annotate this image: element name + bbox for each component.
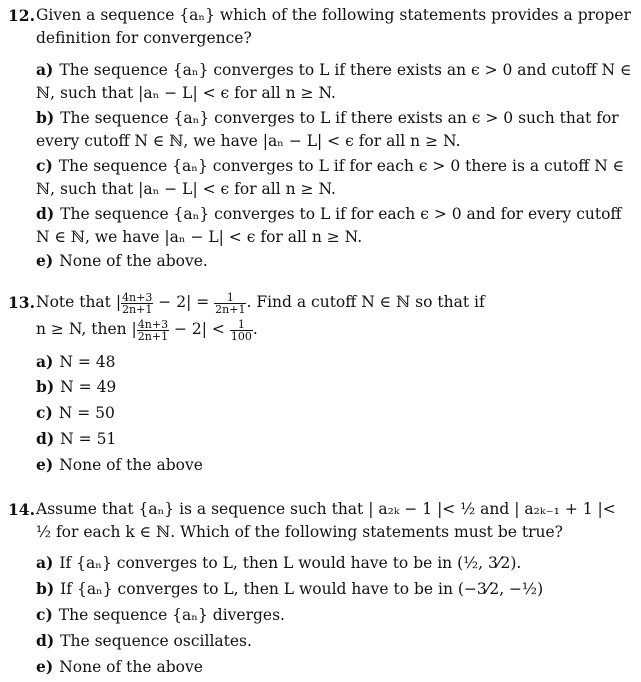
option-text: N = 51 bbox=[60, 430, 117, 448]
option-text: The sequence {aₙ} diverges. bbox=[58, 606, 285, 624]
option-e bbox=[36, 249, 633, 273]
fraction-numerator: 4n+3 bbox=[122, 290, 153, 304]
option-letter: e) bbox=[36, 251, 54, 270]
fraction bbox=[137, 319, 169, 342]
fraction-denominator: 2n+1 bbox=[122, 302, 153, 316]
stem-text: . bbox=[252, 320, 258, 338]
option-a bbox=[36, 551, 633, 575]
fraction-denominator: 2n+1 bbox=[137, 329, 169, 343]
option-b bbox=[36, 106, 633, 153]
option-letter: c) bbox=[36, 403, 53, 422]
option-text: None of the above. bbox=[59, 252, 208, 270]
option-letter: d) bbox=[36, 429, 55, 448]
fraction-numerator: 4n+3 bbox=[137, 317, 169, 331]
option-d bbox=[36, 427, 633, 451]
option-letter: a) bbox=[36, 553, 54, 572]
stem-text: . Find a cutoff N ∈ ℕ so that if bbox=[246, 293, 485, 311]
option-a bbox=[36, 350, 633, 374]
option-letter: c) bbox=[36, 605, 53, 624]
option-text: The sequence {aₙ} converges to L if there exists an ϵ > 0 such that for every cutoff N ∈ ℕ, we have |aₙ − L| < ϵ for all n ≥ N. bbox=[36, 109, 619, 150]
option-c bbox=[36, 401, 633, 425]
option-d bbox=[36, 629, 633, 653]
question-number: 14. bbox=[8, 500, 35, 519]
fraction bbox=[214, 292, 246, 315]
option-letter: d) bbox=[36, 204, 55, 223]
option-text: None of the above bbox=[59, 456, 203, 474]
question-number: 12. bbox=[8, 6, 35, 25]
option-text: If {aₙ} converges to L, then L would have to be in (½, 3⁄2). bbox=[59, 554, 522, 572]
option-letter: b) bbox=[36, 377, 55, 396]
option-d bbox=[36, 202, 633, 249]
option-text: The sequence {aₙ} converges to L if for each ϵ > 0 there is a cutoff N ∈ ℕ, such that |aₙ − L| < ϵ for all n ≥ N. bbox=[36, 157, 625, 198]
question-number: 13. bbox=[8, 293, 35, 312]
fraction-numerator: 1 bbox=[214, 292, 246, 304]
fraction-numerator: 1 bbox=[230, 319, 253, 331]
fraction bbox=[121, 292, 153, 315]
stem-text: − 2| < bbox=[169, 320, 230, 338]
option-text: The sequence {aₙ} converges to L if for each ϵ > 0 and for every cutoff N ∈ ℕ, we have |aₙ − L| < ϵ for all n ≥ N. bbox=[36, 205, 622, 246]
option-text: N = 50 bbox=[58, 404, 115, 422]
option-text: N = 48 bbox=[59, 353, 116, 371]
stem-text: n ≥ N, then | bbox=[36, 320, 137, 338]
option-letter: c) bbox=[36, 156, 53, 175]
option-b bbox=[36, 577, 633, 601]
option-text: None of the above bbox=[59, 658, 203, 676]
question-stem: Assume that {aₙ} is a sequence such that | a₂ₖ − 1 |< ½ and | a₂ₖ₋₁ + 1 |< ½ for each k ∈ ℕ. Which of the following statements must be true? bbox=[36, 500, 616, 541]
option-text: If {aₙ} converges to L, then L would have to be in (−3⁄2, −½) bbox=[60, 580, 544, 598]
option-letter: e) bbox=[36, 657, 54, 676]
option-e bbox=[36, 453, 633, 477]
fraction-denominator: 2n+1 bbox=[215, 302, 246, 316]
option-a bbox=[36, 58, 633, 105]
option-e bbox=[36, 655, 633, 679]
option-letter: d) bbox=[36, 631, 55, 650]
option-b bbox=[36, 375, 633, 399]
option-letter: a) bbox=[36, 352, 54, 371]
question-stem: Given a sequence {aₙ} which of the following statements provides a proper definition for convergence? bbox=[36, 6, 631, 47]
option-letter: e) bbox=[36, 455, 54, 474]
option-c bbox=[36, 603, 633, 627]
option-letter: a) bbox=[36, 60, 54, 79]
option-c bbox=[36, 154, 633, 201]
fraction-denominator: 100 bbox=[230, 329, 252, 343]
question-stem bbox=[36, 291, 633, 315]
stem-text: − 2| = bbox=[153, 293, 215, 311]
option-text: The sequence oscillates. bbox=[60, 632, 252, 650]
option-text: N = 49 bbox=[60, 378, 117, 396]
option-letter: b) bbox=[36, 579, 55, 598]
fraction bbox=[230, 319, 253, 342]
question-stem-line-2 bbox=[36, 318, 633, 342]
stem-text: Note that | bbox=[36, 293, 122, 311]
option-text: The sequence {aₙ} converges to L if there exists an ϵ > 0 and cutoff N ∈ ℕ, such that |aₙ − L| < ϵ for all n ≥ N. bbox=[36, 61, 632, 102]
option-letter: b) bbox=[36, 108, 55, 127]
